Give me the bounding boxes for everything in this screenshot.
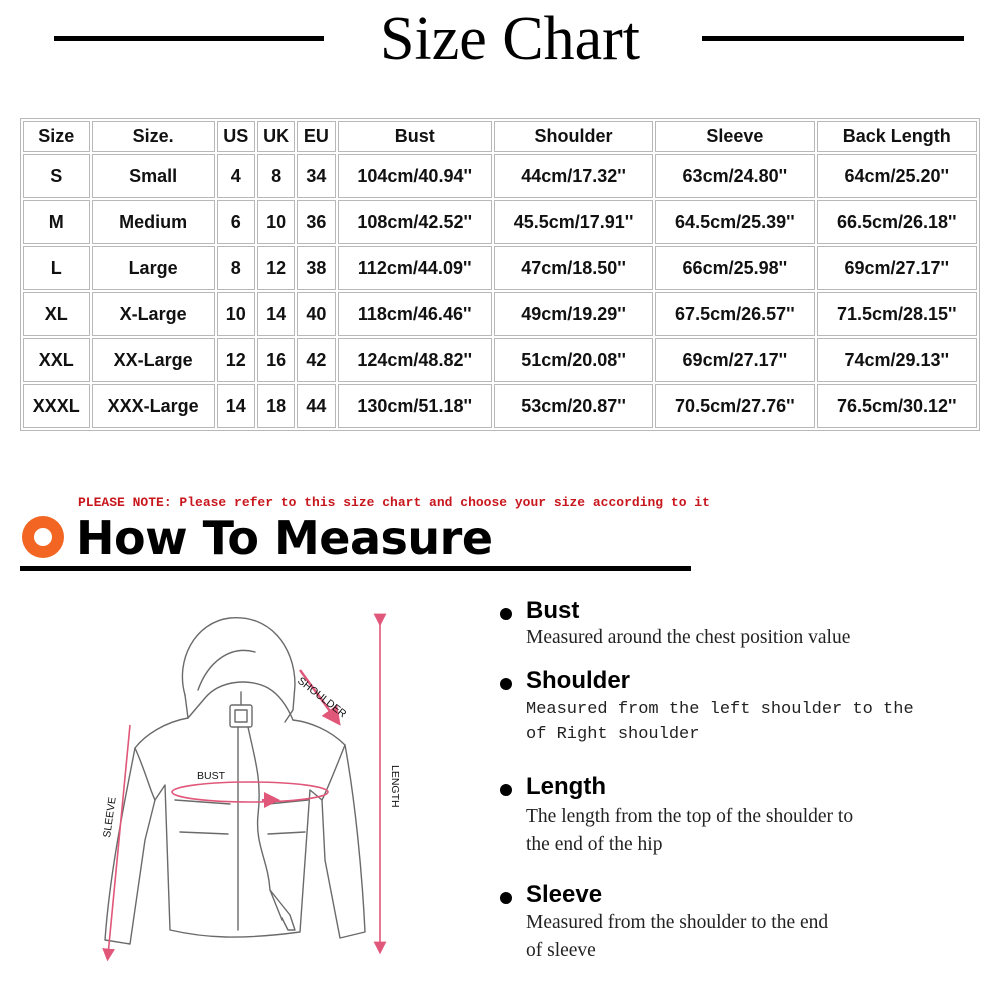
- table-row: [23, 292, 977, 336]
- measure-desc: of Right shoulder: [526, 725, 700, 744]
- table-row: [23, 200, 977, 244]
- bust-measure-ellipse: [172, 782, 328, 802]
- table-cell: 64cm/25.20'': [817, 154, 977, 198]
- table-cell: Medium: [92, 200, 215, 244]
- table-cell: 53cm/20.87'': [494, 384, 653, 428]
- measure-title: Bust: [526, 597, 580, 624]
- table-cell: 74cm/29.13'': [817, 338, 977, 382]
- table-cell: M: [23, 200, 90, 244]
- measure-desc: Measured from the shoulder to the end: [526, 912, 829, 933]
- bullet-icon: [500, 608, 512, 620]
- table-cell: 70.5cm/27.76'': [655, 384, 814, 428]
- header-cell: UK: [257, 121, 295, 152]
- table-cell: L: [23, 246, 90, 290]
- table-cell: 76.5cm/30.12'': [817, 384, 977, 428]
- bullet-icon: [500, 784, 512, 796]
- table-cell: 6: [217, 200, 255, 244]
- table-cell: 51cm/20.08'': [494, 338, 653, 382]
- header-cell: Size: [23, 121, 90, 152]
- table-cell: S: [23, 154, 90, 198]
- table-cell: 40: [297, 292, 335, 336]
- table-cell: 63cm/24.80'': [655, 154, 814, 198]
- table-cell: 67.5cm/26.57'': [655, 292, 814, 336]
- table-cell: 34: [297, 154, 335, 198]
- table-cell: 71.5cm/28.15'': [817, 292, 977, 336]
- measure-title: Sleeve: [526, 881, 603, 908]
- orange-ring-icon: [22, 516, 64, 558]
- table-row: [23, 338, 977, 382]
- table-cell: 66cm/25.98'': [655, 246, 814, 290]
- how-to-measure-rule: [20, 566, 691, 571]
- table-cell: 66.5cm/26.18'': [817, 200, 977, 244]
- table-cell: XX-Large: [92, 338, 215, 382]
- table-cell: 45.5cm/17.91'': [494, 200, 653, 244]
- table-cell: 38: [297, 246, 335, 290]
- table-cell: 44cm/17.32'': [494, 154, 653, 198]
- table-cell: 69cm/27.17'': [655, 338, 814, 382]
- header-cell: EU: [297, 121, 335, 152]
- table-cell: 14: [257, 292, 295, 336]
- table-cell: 12: [257, 246, 295, 290]
- table-cell: XXXL: [23, 384, 90, 428]
- table-header-row: [23, 121, 977, 152]
- measure-desc: the end of the hip: [526, 834, 663, 855]
- table-cell: Large: [92, 246, 215, 290]
- header-cell: Bust: [338, 121, 492, 152]
- table-cell: 64.5cm/25.39'': [655, 200, 814, 244]
- measure-desc: of sleeve: [526, 940, 596, 961]
- table-row: [23, 384, 977, 428]
- sleeve-arrow: [108, 725, 130, 955]
- page-title: Size Chart: [380, 5, 640, 73]
- measure-lines: [108, 620, 380, 955]
- table-cell: 12: [217, 338, 255, 382]
- table-cell: 4: [217, 154, 255, 198]
- shoulder-label: SHOULDER: [295, 674, 349, 721]
- table-cell: X-Large: [92, 292, 215, 336]
- table-cell: XL: [23, 292, 90, 336]
- table-cell: Small: [92, 154, 215, 198]
- header-cell: Sleeve: [655, 121, 814, 152]
- table-row: [23, 154, 977, 198]
- jacket-diagram: [90, 600, 430, 970]
- table-cell: 49cm/19.29'': [494, 292, 653, 336]
- table-cell: 10: [257, 200, 295, 244]
- how-to-measure-title: How To Measure: [76, 511, 493, 565]
- title-rule-left: [54, 36, 324, 41]
- table-cell: 8: [257, 154, 295, 198]
- header-cell: Back Length: [817, 121, 977, 152]
- table-cell: 36: [297, 200, 335, 244]
- table-cell: 8: [217, 246, 255, 290]
- table-cell: XXL: [23, 338, 90, 382]
- table-cell: 69cm/27.17'': [817, 246, 977, 290]
- size-table: [20, 118, 980, 431]
- table-cell: 16: [257, 338, 295, 382]
- bust-label: BUST: [197, 770, 226, 782]
- size-note: PLEASE NOTE: Please refer to this size chart and choose your size according to it: [78, 495, 710, 510]
- table-cell: 118cm/46.46'': [338, 292, 492, 336]
- table-cell: 104cm/40.94'': [338, 154, 492, 198]
- table-cell: 42: [297, 338, 335, 382]
- table-cell: 47cm/18.50'': [494, 246, 653, 290]
- length-label: LENGTH: [389, 765, 401, 808]
- table-cell: 112cm/44.09'': [338, 246, 492, 290]
- bullet-icon: [500, 892, 512, 904]
- sleeve-label: SLEEVE: [101, 796, 119, 839]
- table-cell: 130cm/51.18'': [338, 384, 492, 428]
- measure-desc: The length from the top of the shoulder to: [526, 806, 854, 827]
- measure-desc: Measured around the chest position value: [526, 627, 851, 648]
- table-cell: 124cm/48.82'': [338, 338, 492, 382]
- table-cell: 18: [257, 384, 295, 428]
- table-cell: 14: [217, 384, 255, 428]
- table-cell: 10: [217, 292, 255, 336]
- table-cell: 108cm/42.52'': [338, 200, 492, 244]
- measure-desc: Measured from the left shoulder to the: [526, 700, 914, 719]
- table-cell: XXX-Large: [92, 384, 215, 428]
- measure-title: Length: [526, 773, 606, 800]
- table-row: [23, 246, 977, 290]
- header-cell: Size.: [92, 121, 215, 152]
- header-cell: Shoulder: [494, 121, 653, 152]
- header-cell: US: [217, 121, 255, 152]
- table-cell: 44: [297, 384, 335, 428]
- jacket-outline: [105, 618, 365, 944]
- bullet-icon: [500, 678, 512, 690]
- title-rule-right: [702, 36, 964, 41]
- measure-title: Shoulder: [526, 667, 631, 694]
